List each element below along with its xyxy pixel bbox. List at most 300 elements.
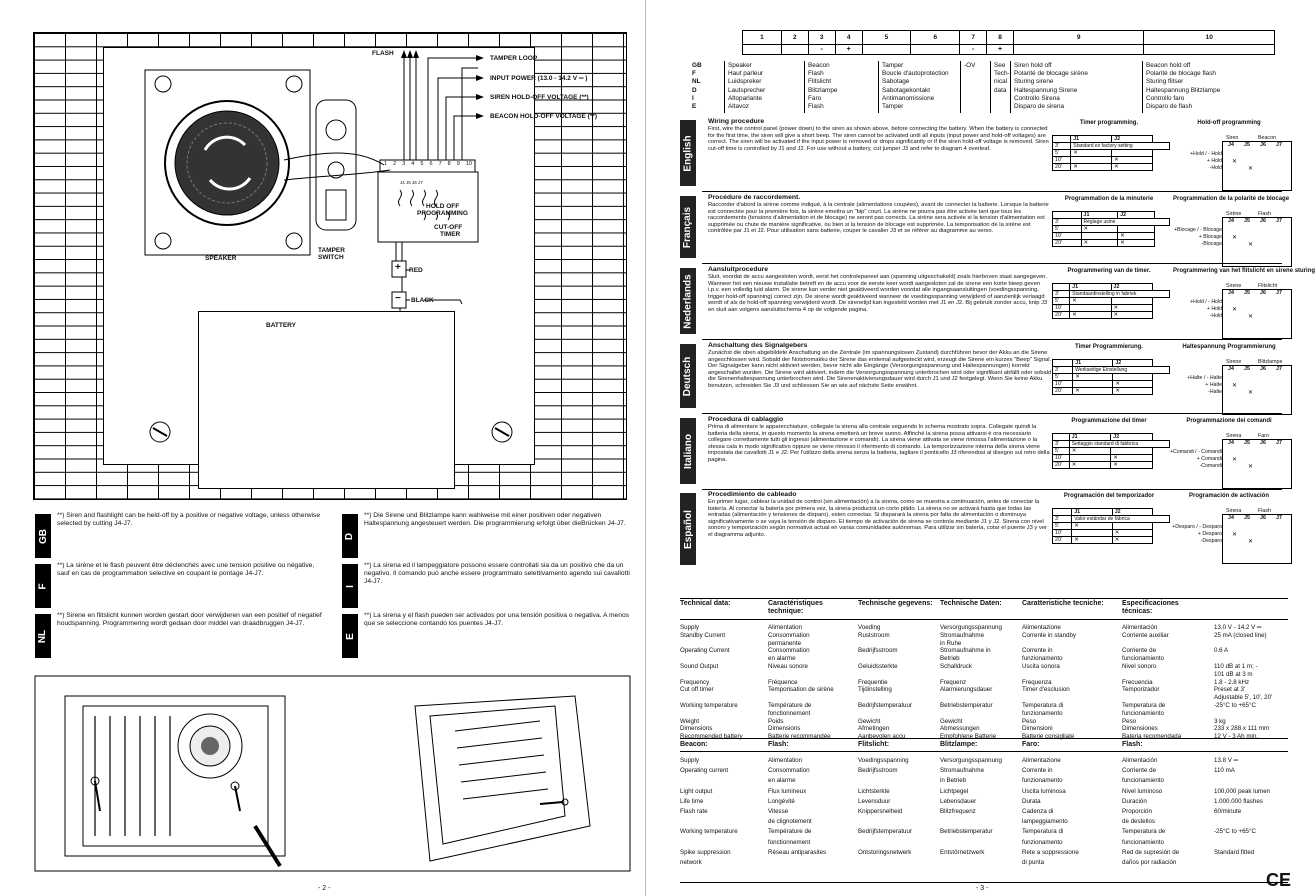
terminal-sign	[862, 45, 911, 55]
terminal-column-number: 3	[808, 31, 835, 45]
jumper-cut-mark: ✕	[1111, 312, 1152, 319]
j1-label: J1	[1070, 284, 1111, 291]
j2-label: J2	[1112, 509, 1152, 516]
flash-value: Corriente de	[1122, 767, 1157, 775]
jumper-cut-mark: ✕	[1118, 240, 1155, 247]
terminal-sign	[781, 45, 808, 55]
beacon-column-label: Flash	[1258, 211, 1271, 217]
timer-cell	[1053, 360, 1073, 367]
timer-cell	[1153, 136, 1170, 143]
spec-value: -25°C to +65°C	[1214, 702, 1256, 709]
screw-icon	[155, 233, 171, 249]
header-cell-c3: Flash	[808, 70, 824, 78]
spec-value: 1.8 - 2.8 kHz	[1214, 678, 1250, 686]
timer-value: 10'	[1053, 157, 1071, 164]
note-text: **) La sirena ed il lampeggiatore possono essere controllati sia da un positivo che da un negativo. Il comando può anche essere programmato selettivamento agendo sui cavallotti J4-J7.	[364, 562, 630, 585]
spec-value: Supply	[680, 624, 699, 631]
siren-column-label: Sirene	[1226, 283, 1242, 289]
spec-value: Bedrijfstemperatuur	[858, 702, 912, 709]
spec-value: permanente	[768, 639, 802, 647]
j2-label: J2	[1113, 360, 1153, 367]
jumper-label: J4	[1228, 218, 1234, 224]
section-body: En primer lugar, cablear la unidad de control (sin alimentación) a la sirena, como se muestra a continuación, antes de conectar la batería. Al conectar la batería por primera vez, la sirena producirá un corto pitido. La sirena no se activará hasta que todas las entradas (alimentación y tensiones de disparo), esten correctas. Si disparará la sirena por falta de alimentación o disminuya significativamente o se vaya la tensión de disparo. El tiempo de activación de sirena se controla mediante J1 y J2. Sirena con nivel sonoro y temporización según normativa actual en varias comunidades autónomas. Para utilizar sin batería, cotar el puente J3 y ver el diagramma adjunto.	[708, 499, 1047, 538]
section-body: Prima di alimentare le apparecchiature, collegate la sirena alla centrale seguendo lo schema mostrato sopra. Collegate quindi la batteria della sirena, in questo momento la sirena emetterà un breve suono. Affinché la sirena possa attivarsi è ora necessario collegare correttamente tutti gli ingressi (alimentazione e comandi). La sirena viene attivata se viene rimossa l'alimentazione o la stessa cala in modo significativo oppure se viene rimosso il riferimento di comando. La temporizzazione interna della sirena viene impostata dai cavallotti J1 e J2. Per l'utilizzo della sirena senza la batteria, tagliare il ponticello J3 riferendosi al disegno sul retro della pagina.	[708, 424, 1050, 463]
flash-value: funcionamiento	[1122, 777, 1164, 785]
jumper-cut-mark	[1069, 455, 1111, 462]
jumper-label: J4	[1228, 515, 1234, 521]
note-badge-label: F	[37, 582, 49, 590]
timer-cell	[1154, 212, 1169, 219]
spec-value: Bateria recomendada	[1122, 733, 1182, 741]
jumper-cut-mark: ✕	[1112, 537, 1152, 544]
timer-value: 5'	[1053, 523, 1072, 530]
timer-cell	[1053, 509, 1072, 516]
flash-value: Temperatura di	[1022, 828, 1064, 836]
timer-cell	[1152, 284, 1169, 291]
language-tab	[680, 120, 696, 186]
screw-icon	[286, 76, 302, 92]
spec-value: 13.0 V - 14.2 V ═	[1214, 624, 1262, 631]
jumper-cut-mark: ✕	[1118, 233, 1155, 240]
left-page	[0, 0, 646, 896]
section-rule	[702, 339, 1282, 340]
spec-value: Stromaufnahme	[940, 631, 985, 639]
jumper-cut-mark: ✕	[1112, 530, 1152, 537]
header-cell-c1: Lautsprecher	[728, 86, 766, 94]
jumper-cut-mark: ✕	[1232, 383, 1238, 389]
jumper-label: J6	[1260, 440, 1266, 446]
flash-value: network	[680, 859, 702, 866]
jumper-cut-mark: ✕	[1232, 235, 1238, 241]
spec-value: 12 V - 3 Ah min.	[1214, 733, 1259, 741]
spec-value: Corrente in standby	[1022, 631, 1076, 639]
jumper-labels-top: J4 J5 J6 J7	[400, 180, 423, 185]
terminal-sign: -	[960, 45, 987, 55]
flash-value: Alimentazione	[1022, 757, 1061, 764]
flash-value: 100,000 peak lumen	[1214, 787, 1271, 795]
flash-value: Vitesse	[768, 808, 789, 815]
header-cell-lang: E	[692, 103, 697, 110]
speaker-label: SPEAKER	[205, 255, 237, 262]
spec-value: in Ruhe	[940, 639, 962, 647]
timer-value: 5'	[1053, 150, 1071, 157]
tamper-label: TAMPER	[318, 247, 345, 254]
column-divider	[804, 61, 805, 113]
jumper-cut-mark: ✕	[1248, 390, 1254, 396]
spec-value: Alimentazione	[1022, 624, 1061, 631]
jumper-label: J6	[1260, 366, 1266, 372]
note-badge-label: GB	[37, 528, 49, 544]
header-cell-c1: Speaker	[728, 62, 752, 69]
jumper-label: J7	[1276, 142, 1282, 148]
spec-value: funzionamento	[1022, 655, 1063, 663]
jumper-label: J6	[1260, 218, 1266, 224]
spec-rule	[680, 598, 1288, 599]
flash-value: Longévité	[768, 797, 795, 805]
section-title: Procedura di cablaggio	[708, 416, 784, 423]
page-number-right: - 3 -	[976, 885, 989, 892]
spec-value: Tijdinstelling	[858, 686, 892, 694]
header-cell-c9: Controllo Sirena	[1014, 94, 1060, 102]
column-divider	[960, 61, 961, 113]
flash-value: Alimentation	[768, 757, 803, 764]
spec-value: funzionamento	[1022, 709, 1063, 717]
terminal-sign	[1014, 45, 1144, 55]
spec-value: Temperatura de	[1122, 702, 1166, 709]
holdoff-title: Haltespannung Programmierung	[1182, 344, 1276, 350]
spec-value: Betrieb	[940, 655, 960, 663]
spec-rule	[680, 619, 1288, 620]
flash-value: Corrente in	[1022, 767, 1053, 775]
right-page-content	[646, 0, 1315, 896]
language-tab	[680, 344, 696, 408]
jumper-cut-mark: ✕	[1069, 462, 1111, 469]
timer-value: 5'	[1053, 298, 1070, 305]
jumper-label: J6	[1260, 142, 1266, 148]
header-cell-c7: -OV	[964, 62, 976, 69]
flash-value: Nivel luminoso	[1122, 787, 1163, 795]
flash-value: funzionamento	[1022, 777, 1063, 785]
right-page	[646, 0, 1315, 896]
plus-sign: +	[395, 262, 401, 273]
header-cell-c9: Sturing sirene	[1014, 78, 1054, 86]
flash-value: Bedrijfsstroom	[858, 767, 898, 775]
jumper-cut-mark: ✕	[1081, 240, 1118, 247]
timer-cell	[1153, 360, 1170, 367]
header-cell-c5: Tamper	[882, 62, 904, 69]
terminal-sign	[911, 45, 960, 55]
section-body: Zunächst die oben abgebildete Anschaltung an die Zentrale (im spannungslosen Zustand) durchführen bevor der Akku an die Sirene angeschlossen wird. Sobald der Notstromakku der Sirene das erstemal aufgesteckt wird, erzeugt die Sirene ein kurzes "Beep" Signal. Der Signalgeber kann nicht aktiviert werden, bevor nicht alle Eingänge (Versorgungsspannung und Haltespannungen) korrekt angeschaltet wurden. Die Sirene wird aktiviert, indem die Versorgungsspannung unterbrochen wird oder signifikant abfällt oder sobald die Sirenenhaltespannung unterbrochen wird. Die Sirenenaktivierungsdauer wird durch J1 und J2 festgelegt. Wenn Sie keine Akku benutzen, schneiden Sie J3 und schliessen Sie an wie auf nächste Seite erwähnt.	[708, 350, 1052, 389]
note-badge	[35, 564, 51, 608]
default-setting: Standaardinstelling in fabriek	[1070, 291, 1170, 298]
tamper-loop-label: TAMPER LOOP	[490, 55, 538, 62]
flash-value: 13.8 V ═	[1214, 757, 1238, 764]
j1-label: J1	[1072, 509, 1112, 516]
timer-value: 10'	[1053, 381, 1073, 388]
note-text: **) La sirena y el flash pueden ser activados por una tensión positiva o negativa. A menos que se seleccione contando los puentes J4-J7.	[364, 612, 630, 627]
holdoff-option: + Comandi	[1196, 456, 1222, 462]
flash-header: Blitzlampe:	[940, 741, 978, 748]
spec-value: Batterie recommandée	[768, 733, 831, 741]
timer-value: 3'	[1053, 291, 1070, 298]
holdoff-option: + Hold	[1206, 158, 1222, 164]
header-cell-lang: I	[692, 94, 694, 102]
jumper-label: J4	[1228, 440, 1234, 446]
spec-value: Recommended battery	[680, 733, 743, 741]
spec-value: Weight	[680, 717, 700, 725]
terminal-sign	[743, 45, 782, 55]
section-title: Procédure de raccordement.	[708, 194, 801, 201]
terminal-column-number: 7	[960, 31, 987, 45]
jumper-label: J7	[1276, 218, 1282, 224]
timer-value: 20'	[1053, 240, 1082, 247]
note-badge-label: I	[344, 584, 356, 588]
timer-value: 10'	[1053, 530, 1072, 537]
terminal-header-table	[742, 30, 1275, 55]
timer-value: 10'	[1053, 455, 1070, 462]
header-cell-lang: D	[692, 86, 697, 94]
flash-value: Bedrijfstemperatuur	[858, 828, 912, 836]
cut-off-label: CUT-OFF	[434, 224, 463, 231]
flash-value: Spike suppression	[680, 848, 731, 856]
holdoff-option: +Halte / - Halte	[1187, 375, 1222, 381]
header-cell-c8: data	[994, 86, 1007, 94]
language-tab-label: English	[682, 134, 694, 172]
flash-value: daños por radiación	[1122, 859, 1177, 866]
jumper-cut-mark: ✕	[1073, 388, 1113, 395]
red-label: RED	[409, 267, 423, 274]
jumper-cut-mark: ✕	[1111, 462, 1153, 469]
spec-value: Temperatura di	[1022, 702, 1064, 709]
terminal-sign	[1144, 45, 1275, 55]
siren-column-label: Sirena	[1226, 433, 1242, 439]
column-divider	[724, 61, 725, 113]
flash-value: Blitzfrequenz	[940, 808, 976, 815]
header-cell-lang: NL	[692, 78, 701, 86]
flash-value: Température de	[768, 828, 812, 836]
timer-value: 20'	[1053, 164, 1071, 171]
holdoff-grid	[1222, 141, 1292, 191]
note-text: **) Die Sirene und Blitzlampe kann wahlweise mit einer positiven oder negativen Haltespannung angesteuert werden. Die programmierung erfolgt über dieBrücken J4-J7.	[364, 512, 626, 527]
header-cell-c10: Disparo de flash	[1146, 103, 1193, 110]
language-tab-label: Italiano	[682, 433, 694, 469]
default-setting: Settaggio standard di fabbrica	[1069, 441, 1169, 448]
header-cell-c9: Disparo de sirena	[1014, 103, 1065, 110]
spec-value: funcionamiento	[1122, 655, 1164, 663]
language-tab	[680, 268, 696, 334]
spec-value: Peso	[1022, 717, 1037, 725]
header-cell-c3: Flash	[808, 103, 824, 110]
timer-title: Programmering van de timer.	[1067, 268, 1151, 274]
note-badge-label: D	[344, 532, 356, 540]
spec-value: 25 mA (closed line)	[1214, 631, 1267, 639]
header-cell-c3: Blitzlampe	[808, 86, 838, 94]
header-cell-c10: Controllo faro	[1146, 94, 1185, 102]
j2-label: J2	[1111, 284, 1152, 291]
terminal-number: 7	[438, 161, 442, 167]
spec-value: Alimentación	[1122, 624, 1158, 631]
note-text: **) Sirene en flitslicht kunnen worden gestart door verwijderen van een positief of negatief houdspanning. Programmering wordt gedaan door middel van draadbruggen J4-J7.	[57, 612, 322, 627]
spec-rule	[680, 882, 1288, 883]
timer-value: 20'	[1053, 462, 1070, 469]
spec-value: Uscita sonora	[1022, 663, 1060, 670]
jumper-cut-mark: ✕	[1111, 455, 1153, 462]
header-cell-c1: Altoparlante	[728, 94, 763, 102]
terminal-column-number: 2	[781, 31, 808, 45]
section-title: Anschaltung des Signalgebers	[708, 342, 808, 349]
language-tab-label: Nederlands	[682, 273, 694, 329]
flash-value: in Betrieb	[940, 777, 967, 785]
terminal-sign: +	[835, 45, 862, 55]
jumper-cut-mark: ✕	[1248, 166, 1254, 172]
jumper-cut-mark: ✕	[1070, 312, 1111, 319]
j2-label: J2	[1111, 434, 1153, 441]
flash-value: Cadenza di	[1022, 808, 1054, 815]
spec-value: Voeding	[858, 624, 881, 631]
jumper-label: J5	[1244, 218, 1250, 224]
flash-value: Versorgungsspannung	[940, 757, 1002, 764]
spec-value: Frequency	[680, 678, 710, 686]
j2-label: J2	[1112, 136, 1153, 143]
flash-header: Flash:	[1122, 741, 1143, 748]
flash-value: Flash rate	[680, 808, 708, 815]
spec-rule	[680, 751, 1288, 752]
spec-value: Aanbevolen accu	[858, 733, 906, 741]
flash-value: Réseau antiparasites	[768, 848, 827, 856]
flash-value: Levensduur	[858, 797, 891, 805]
flash-value: Flux lumineux	[768, 787, 807, 795]
timer-value: 3'	[1053, 516, 1072, 523]
header-cell-c9: Siren hold off	[1014, 62, 1052, 69]
spec-value: Gewicht	[940, 717, 963, 725]
flash-value: Proporción	[1122, 808, 1152, 815]
flash-value: Durata	[1022, 797, 1041, 805]
timer-value: 3'	[1053, 143, 1071, 150]
holdoff-option: -Hold	[1209, 313, 1222, 319]
spec-value: Peso	[1122, 717, 1137, 725]
header-cell-c8: nical	[994, 78, 1008, 86]
timer-value: 20'	[1053, 537, 1072, 544]
jumper-cut-mark	[1071, 157, 1112, 164]
spec-value: Operating Current	[680, 647, 730, 655]
jumper-cut-mark	[1073, 381, 1113, 388]
siren-holdoff-label: SIREN HOLD-OFF VOLTAGE (**)	[490, 94, 589, 101]
note-text: **) Siren and flashlight can be held-off by a positive or negative voltage, unless otherwise selected by cutting J4-J7.	[57, 512, 321, 527]
flash-value: Stromaufnahme	[940, 767, 985, 775]
spec-value: Frequenza	[1022, 678, 1052, 686]
flash-value: di punta	[1022, 859, 1045, 866]
flash-value: Operating current	[680, 767, 729, 775]
flash-value: 60/minute	[1214, 808, 1242, 815]
flash-value: Voedingsspanning	[858, 757, 909, 764]
spec-value: Température de	[768, 702, 812, 709]
spec-value: Frequentie	[858, 678, 888, 686]
flash-value: Uscita luminosa	[1022, 787, 1066, 795]
flash-value: Lichtsterkte	[858, 787, 890, 795]
jumper-label: J4	[1228, 142, 1234, 148]
jumper-cut-mark: ✕	[1112, 157, 1153, 164]
spec-value: Frecuencia	[1122, 678, 1153, 686]
j2-label: J2	[1118, 212, 1155, 219]
holdoff-grid	[1222, 514, 1292, 564]
spec-value: Preset at 3'	[1214, 686, 1246, 694]
timer-value: 5'	[1053, 226, 1082, 233]
section-rule	[702, 489, 1282, 490]
timer-value: 3'	[1053, 441, 1070, 448]
spec-value: Dimensiones	[1122, 725, 1158, 733]
default-setting: Réglage usine	[1081, 219, 1170, 226]
spec-value: Frequenz	[940, 678, 967, 686]
jumper-cut-mark: ✕	[1073, 374, 1113, 381]
note-badge	[342, 514, 358, 558]
flash-value: 110 mA	[1214, 767, 1235, 775]
flash-value: Rete a soppressione	[1022, 848, 1079, 856]
spec-value: Bedrijfsstroom	[858, 647, 898, 655]
jumper-cut-mark: ✕	[1070, 298, 1111, 305]
spec-value: 0.6 A	[1214, 647, 1229, 655]
flash-value: funcionamiento	[1122, 838, 1164, 846]
jumper-cut-mark: ✕	[1071, 150, 1112, 157]
spec-value: Working temperature	[680, 702, 738, 709]
j1-label: J1	[1071, 136, 1112, 143]
jumper-label: J7	[1276, 290, 1282, 296]
spec-value: Alarmierungsdauer	[940, 686, 993, 694]
input-power-label: INPUT POWER (13.0 - 14.2 V ═ )	[490, 75, 588, 82]
timer-cell	[1053, 284, 1070, 291]
battery-label: BATTERY	[266, 322, 296, 329]
spec-value: Abmessungen	[940, 725, 980, 733]
spec-value: Consommation	[768, 631, 810, 639]
terminal-sign: +	[987, 45, 1014, 55]
spec-value: en alarme	[768, 655, 796, 663]
spec-value: Consommation	[768, 647, 810, 655]
terminal-column-number: 5	[862, 31, 911, 45]
flash-value: de destellos	[1122, 818, 1156, 826]
header-cell-c5: Sabotage	[882, 78, 910, 86]
flash-header: Flash:	[768, 741, 789, 748]
timer-cell	[1053, 212, 1082, 219]
header-cell-c5: Boucle d'autoprotection	[882, 70, 949, 78]
section-rule	[702, 191, 1282, 192]
flash-value: funzionamento	[1022, 838, 1063, 846]
screw-icon	[286, 233, 302, 249]
flash-value: Supply	[680, 757, 699, 764]
jumper-cut-mark: ✕	[1113, 388, 1153, 395]
spec-value: 3 kg	[1214, 717, 1226, 725]
spec-value: Stromaufnahme in	[940, 647, 991, 655]
column-divider	[1010, 61, 1011, 113]
holdoff-title: Hold-off programming	[1197, 120, 1261, 126]
jumper-cut-mark: ✕	[1248, 314, 1254, 320]
note-badge	[342, 614, 358, 658]
spec-value: Sound Output	[680, 663, 719, 670]
holdoff-option: +Blocage / - Blocage	[1173, 227, 1222, 233]
flash-value: Working temperature	[680, 828, 738, 836]
holdoff-option: +Desparo / - Desparo	[1172, 524, 1222, 530]
jumper-cut-mark: ✕	[1069, 448, 1111, 455]
flash-value: Alimentación	[1122, 757, 1158, 764]
terminal-column-number: 9	[1014, 31, 1144, 45]
programming-label: PROGRAMMING	[417, 210, 468, 217]
holdoff-grid	[1222, 365, 1292, 415]
spec-rule	[680, 738, 1288, 739]
flash-value: de clignotement	[768, 818, 812, 826]
page-number-left: - 2 -	[318, 885, 331, 892]
timer-value: 10'	[1053, 233, 1082, 240]
terminal-number: 5	[420, 161, 424, 167]
terminal-column-number: 10	[1144, 31, 1275, 45]
section-body: First, wire the control panel (power down) to the siren as shown above, before connecting the battery. When the battery is connected for the first time, the siren will give a short beep. The siren cannot be activated until all inputs (input power and hold-off voltages) are correct. The siren will be activated if the input power is removed or drops significantly or if the siren hold-off voltage is removed. Siren cut-off time is controlled by J1 and J2. For use without a battery, cut jumper J3 and refer to diagram 4 overleaf.	[708, 126, 1049, 152]
terminal-numbers	[381, 161, 475, 167]
spec-value: Corriente de	[1122, 647, 1157, 655]
spec-value: Corriente auxiliar	[1122, 631, 1169, 639]
header-cell-c10: Polarité de blocage flash	[1146, 70, 1216, 78]
spec-header: Technical data:	[680, 600, 731, 607]
spec-value: Niveau sonore	[768, 663, 808, 670]
language-tab-label: Español	[682, 509, 694, 549]
spec-value: Timer d'esclusion	[1022, 686, 1070, 694]
jumper-cut-mark	[1081, 233, 1118, 240]
language-tab-label: Français	[682, 206, 694, 248]
flash-value: Ontstoringsnetwerk	[858, 848, 912, 856]
flash-value: 1.000.000 flashes	[1214, 797, 1263, 805]
spec-value: 233 x 288 x 111 mm	[1214, 725, 1270, 733]
timer-title: Timer programming.	[1079, 120, 1139, 126]
spec-value: Geluidssterkte	[858, 663, 898, 670]
header-cell-c3: Faro	[808, 94, 822, 102]
note-badge	[342, 564, 358, 608]
spec-header: Caratteristiche tecniche:	[1022, 600, 1104, 607]
